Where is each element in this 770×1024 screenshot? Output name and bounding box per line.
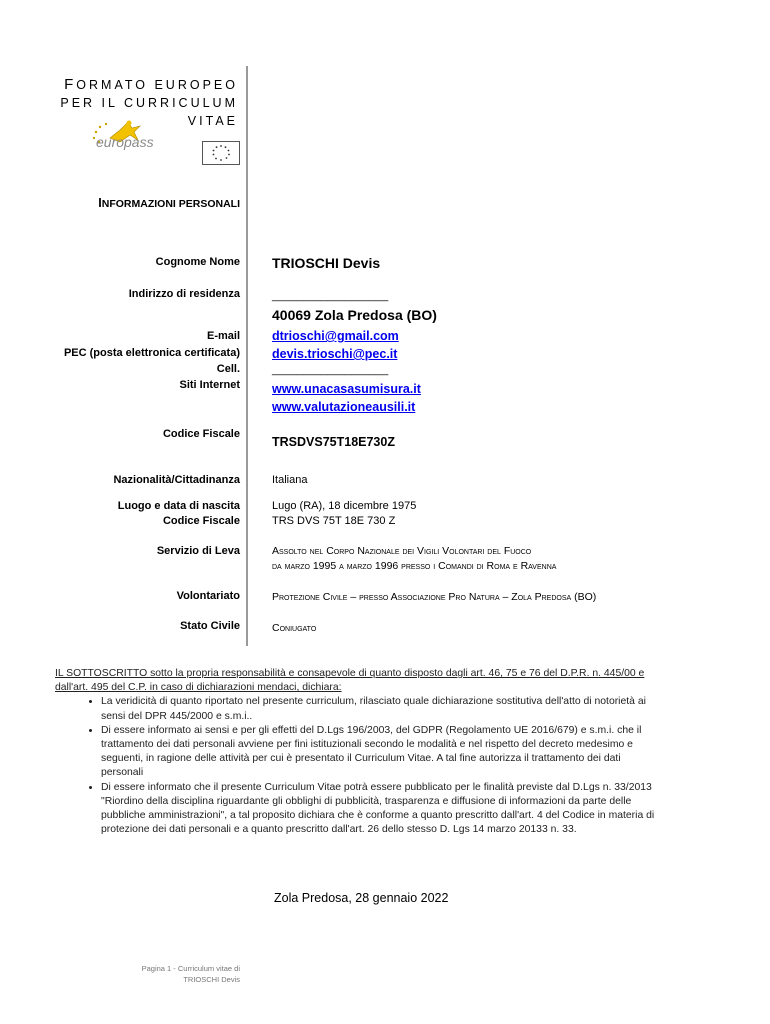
cf-label: Codice Fiscale bbox=[162, 428, 240, 440]
cf2-value: TRS DVS 75T 18E 730 Z bbox=[272, 515, 396, 527]
volontariato-value: Protezione Civile – presso Associazione Pro Natura – Zola Predosa (BO) bbox=[272, 591, 597, 603]
title-initial: F bbox=[64, 76, 77, 93]
page-footer bbox=[142, 963, 240, 985]
eu-flag bbox=[202, 141, 240, 165]
title-line3: VITAE bbox=[187, 114, 238, 128]
declaration bbox=[55, 667, 665, 837]
declaration-intro: IL SOTTOSCRITTO sotto la propria responsabilità e consapevole di quanto disposto dagli art. 46, 75 e 76 del D.P.R. n. 445/00 e dall'art. 495 del C.P. in caso di dichiarazioni mendaci, dichiara: bbox=[55, 668, 645, 694]
footer-line2: TRIOSCHI Devis bbox=[183, 975, 240, 984]
leva-line1: Assolto nel Corpo Nazionale dei Vigili Volontari del Fuoco bbox=[272, 545, 532, 557]
volontariato-label: Volontariato bbox=[176, 590, 240, 602]
indirizzo-blank: ___________________ bbox=[272, 290, 389, 302]
email-link[interactable]: dtrioschi@gmail.com bbox=[272, 329, 399, 343]
declaration-item: • La veridicità di quanto riportato nel presente curriculum, rilasciato quale dichiarazione sostitutiva dell'atto di notorietà ai sensi del DPR 445/2000 e s.m.i.. bbox=[101, 695, 665, 723]
nazionalita-value: Italiana bbox=[272, 474, 308, 486]
eu-flag-icon bbox=[203, 142, 239, 164]
cf2-label: Codice Fiscale bbox=[162, 515, 240, 527]
cognome-nome-label: Cognome Nome bbox=[155, 256, 240, 268]
pec-label: PEC (posta elettronica certificata) bbox=[63, 347, 240, 359]
declaration-item: • Di essere informato ai sensi e per gli effetti del D.Lgs 196/2003, del GDPR (Regolamento UE 2016/679) e s.m.i. che il trattamento dei dati personali avviene per fini istituzionali secondo le modalità e nel rispetto del decreto medesimo e seguenti, in ragione delle attività per cui è presentato il Curriculum Vitae. A tal fine autorizza il trattamento dei dati personali bbox=[101, 724, 665, 781]
title-line2: PER IL CURRICULUM bbox=[60, 96, 238, 110]
declaration-item: • Di essere informato che il presente Curriculum Vitae potrà essere pubblicato per le finalità previste dal D.Lgs n. 33/2013 "Riordino della disciplina riguardante gli obblighi di pubblicità, trasparenza e diffusione di informazioni da parte delle pubbliche amministrazioni", a tal proposito dichiara che è conforme a quanto prescritto dall'art. 4 del Codice in materia di protezione dei dati personali e a quanto prescritto dall'art. 26 dello stesso D. Lgs 14 marzo 20133 n. 33. bbox=[101, 781, 665, 838]
europass-logo bbox=[88, 118, 168, 162]
stato-civile-label: Stato Civile bbox=[180, 620, 240, 632]
email-label: E-mail bbox=[206, 330, 240, 342]
nascita-label: Luogo e data di nascita bbox=[117, 500, 240, 512]
stato-civile-value: Coniugato bbox=[272, 622, 317, 634]
footer-line1: Pagina 1 - Curriculum vitae di bbox=[141, 964, 240, 973]
indirizzo-city: 40069 Zola Predosa (BO) bbox=[272, 307, 437, 323]
indirizzo-label: Indirizzo di residenza bbox=[128, 288, 240, 300]
pec-link[interactable]: devis.trioschi@pec.it bbox=[272, 347, 398, 361]
title-line1: ORMATO EUROPEO bbox=[76, 78, 238, 92]
sito-link-2[interactable]: www.valutazioneausili.it bbox=[272, 400, 416, 414]
cognome-nome-value: TRIOSCHI Devis bbox=[272, 255, 381, 271]
leva-label: Servizio di Leva bbox=[156, 545, 240, 557]
declaration-list bbox=[55, 695, 665, 837]
cf-value: TRSDVS75T18E730Z bbox=[272, 435, 395, 449]
nazionalita-label: Nazionalità/Cittadinanza bbox=[113, 474, 240, 486]
cell-label: Cell. bbox=[216, 363, 240, 375]
sito-link-1[interactable]: www.unacasasumisura.it bbox=[272, 382, 421, 396]
europass-logo-text: europass bbox=[96, 134, 154, 150]
cell-blank: ___________________ bbox=[272, 364, 389, 376]
date-place: Zola Predosa, 28 gennaio 2022 bbox=[274, 891, 449, 905]
column-divider bbox=[246, 66, 248, 646]
nascita-value: Lugo (RA), 18 dicembre 1975 bbox=[272, 500, 417, 512]
section-title-text: NFORMAZIONI PERSONALI bbox=[101, 198, 240, 210]
section-title-initial: I bbox=[98, 196, 102, 210]
leva-line2: da marzo 1995 a marzo 1996 presso i Comandi di Roma e Ravenna bbox=[272, 560, 557, 572]
section-title-personal-info bbox=[98, 195, 240, 212]
siti-label: Siti Internet bbox=[179, 379, 240, 391]
